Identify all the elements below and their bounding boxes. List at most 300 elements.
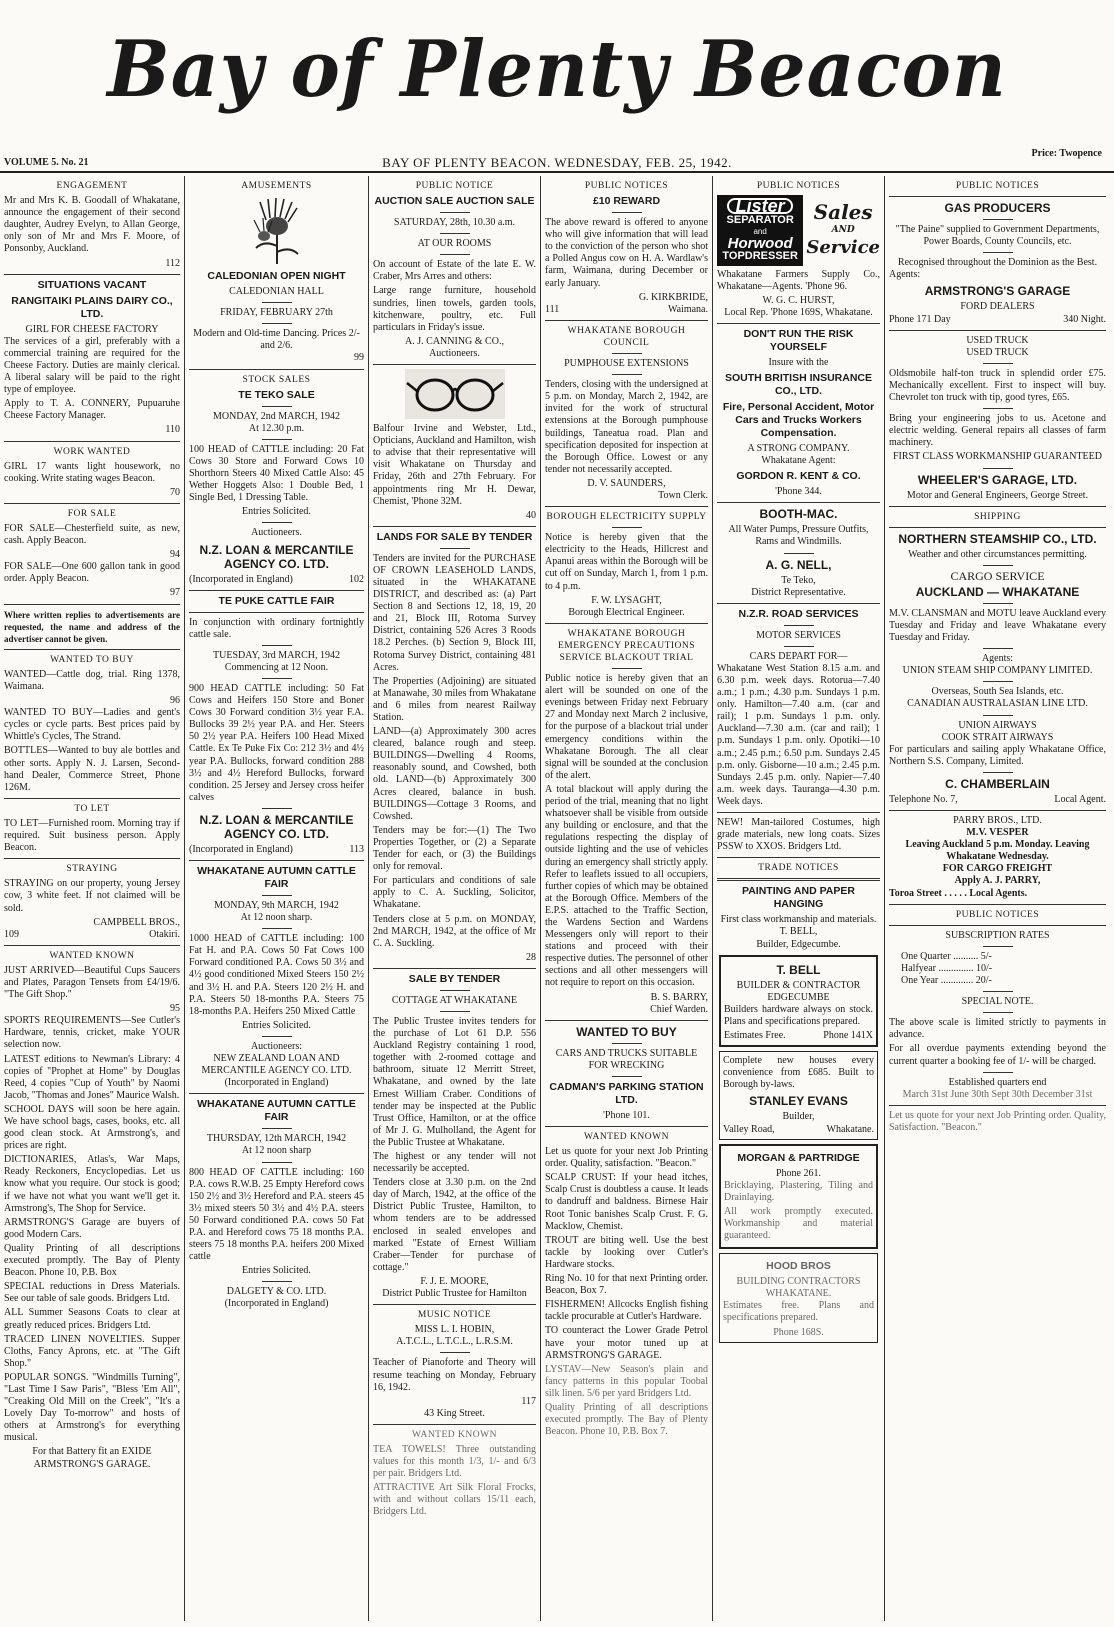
section-heading: TRADE NOTICES [758,863,839,874]
ad-text: SCALP CRUST: If your head itches, Scalp Crust is doubtless a cause. It leads to dandruff and baldness. Birnese Hair Root Tonic banishes Scalp Crust. F. G. Macklow, Chemist. [545,1172,708,1232]
sale-date: TUESDAY, 3rd MARCH, 1942 [213,649,340,661]
signature: CAMPBELL BROS., [93,916,180,928]
sale-title: AUCTION SALE AUCTION SALE [374,195,535,208]
agent-name: GORDON R. KENT & CO. [736,470,861,483]
tender-subject: COTTAGE AT WHAKATANE [391,994,518,1006]
divider [784,646,814,647]
divider [440,254,470,255]
sale-title: WHAKATANE AUTUMN CATTLE FAIR [197,1098,356,1124]
trade-place: Builder, Edgecumbe. [756,938,841,950]
ad-number: 111 [545,303,560,315]
ad-text: TRACED LINEN NOVELTIES. Supper Cloths, Fancy Aprons, etc. at "The Gift Shop." [4,1333,180,1369]
section-heading: STOCK SALES [242,374,311,385]
divider [373,526,536,527]
section-heading: WANTED TO BUY [576,1024,677,1039]
section-heading: LANDS FOR SALE BY TENDER [376,530,533,543]
divider [4,441,180,442]
trade-text: Estimates free. Plans and specifications prepared. [723,1300,874,1324]
sale-list: 800 HEAD OF CATTLE including: 160 P.A. cows R.W.B. 25 Empty Hereford cows 150 2½ and 3½ Hereford and P.A. steers 45 3½ mixed steers 50 3½ and 4½ P.A. steers 50 Forward conditioned P.A. cows 50 Fat P.A. and Hereford cows 75 18 months P.A. steers 75 18 months P.A. heifers 200 Mixed cattle [189,1166,364,1263]
insurance-text: Insure with the [768,356,829,368]
ad-text: SCHOOL DAYS will soon be here again. We have school bags, cases, books, etc. all good clean stock. At Armstrong's, and prices are right. [4,1103,180,1152]
ad-text: ARMSTRONG'S Garage are buyers of good Modern Cars. [4,1216,180,1240]
divider [189,612,364,613]
note-text: Established quarters end [948,1076,1047,1088]
ad-text: "The Paine" supplied to Government Departments, Power Boards, County Councils, etc. [895,224,1100,248]
divider [784,625,814,626]
divider [983,603,1013,604]
company-name: NORTHERN STEAMSHIP CO., LTD. [898,531,1097,546]
divider [983,1012,1013,1013]
ad-text: Let us quote for your next Job Printing order. Quality, satisfaction. "Beacon." [545,1146,708,1170]
notice-text: A total blackout will apply during the period of the trial, meaning that no light whatsoever shall be visible from outside any building or enclosure, and that the regulations respecting the display of outside lighting and the use of vehicles during an emergency shall strictly apply. Refer to leaflets issued to all occupiers, further copies of which may be obtained at the Borough Office. Members of the E.P.S. attached to the Traffic Section, the Wardens Section and Wardens Messengers only will report to their stations and proceed with their respective duties. The personnel of other sections and all other messengers will not require to report on this occasion. [545,783,708,989]
divider [262,928,292,929]
sale-time: At 12 noon sharp [241,1145,312,1157]
divider [4,945,180,946]
service-word: Service [806,237,880,259]
estimates: Estimates Free. [724,1030,786,1042]
section-heading: WHAKATANE BOROUGH COUNCIL [567,325,686,348]
divider [262,678,292,679]
divider [612,212,642,213]
sales-service [806,200,880,259]
rep-role: District Representative. [751,586,846,598]
divider [545,320,708,321]
company-incorporation: (Incorporated in England) [224,1077,329,1089]
insurance-types: Fire, Personal Accident, Motor Cars and Trucks Workers Compensation. [722,401,875,440]
ad-text: TROUT are biting well. Use the best tackle by looking over Cutler's Hardware stocks. [545,1234,708,1270]
section-heading: PUBLIC NOTICES [756,181,841,191]
teacher-name: MISS L. I. HOBIN, [414,1324,495,1336]
signature: D. V. SAUNDERS, [587,477,666,489]
company-name: N.Z. LOAN & MERCANTILE AGENCY CO. LTD. [199,542,354,571]
ad-text: ATTRACTIVE Art Silk Floral Frocks, with and without collars 15/11 each, Bridgers Ltd. [373,1482,536,1518]
section-heading: WHAKATANE BOROUGH EMERGENCY PRECAUTIONS SERVICE BLACKOUT TRIAL [557,628,696,663]
ad-text: DICTIONARIES, Atlas's, War Maps, Ready Reckoners, Encyclopedias. Let us know what you require. Our stock is good; if we have not what you want we'll get it. Armstrong's, The Shop for Service. [4,1154,180,1214]
ad-number: 40 [526,509,536,521]
ad-text: BOTTLES—Wanted to buy ale bottles and other sorts. Apply N. J. Larsen, Second-hand Dealer, Commerce Street, Phone 126M. [4,745,180,793]
note-text: For all overdue payments extending beyond the current quarter a booking fee of 1/- will be charged. [889,1043,1106,1067]
insurance-slogan: A STRONG COMPANY. [747,443,850,455]
section-heading: SHIPPING [974,511,1021,522]
sale-title: WHAKATANE AUTUMN CATTLE FAIR [197,865,356,890]
divider [983,681,1013,682]
column-4 [541,176,712,1621]
sale-date: MONDAY, 2nd MARCH, 1942 [213,410,340,422]
divider [373,364,536,365]
sale-list: 1000 HEAD of CATTLE including: 100 Fat H. and P.A. Cows 50 Fat Cows 100 Forward conditioned P.A. Cows 50 3½ and 4½ good conditioned Mixed Steers 150 2½ and 3½ H. and P.A. Steers 120 2½ H. and P.A. Steers 50 18-months P.A. Steers 75 18-months P.A. Heifers 250 Mixed Cattle [189,933,364,1017]
trade-place: EDGECUMBE [767,991,830,1003]
notice-text: Where written replies to advertisements are requested, the name and address of the advertiser cannot be given. [4,609,180,644]
ad-text: Weather and other circumstances permitting. [908,548,1087,560]
tender-text: For particulars and conditions of sale apply to C. A. Suckling, Solicitor, Whakatane. [373,875,536,911]
divider [189,590,364,591]
divider [983,219,1013,220]
divider [983,648,1013,649]
trade-footer [724,1030,873,1042]
column-3 [369,176,540,1621]
company-name: SOUTH BRITISH INSURANCE CO., LTD. [724,372,872,398]
timetable-label: CARS DEPART FOR— [749,650,848,662]
price: Price: Twopence [1031,148,1102,159]
divider [189,369,364,370]
columns [0,176,1114,1627]
ad-text: FOR CARGO FREIGHT [942,863,1053,875]
divider [784,553,814,554]
auctioneers-label: Auctioneers. [251,527,302,539]
company-name: UNION STEAM SHIP COMPANY LIMITED. [902,665,1093,677]
signature-role: District Public Trustee for Hamilton [382,1288,527,1300]
horwood-brand: Horwood [727,235,793,253]
divider [983,715,1013,716]
sale-note: Entries Solicited. [242,1019,311,1031]
teacher-qualifications: A.T.C.L., L.T.C.L., L.R.S.M. [396,1336,513,1348]
ad-text: SPECIAL reductions in Dress Materials. See our table of sale goods. Bridgers Ltd. [4,1281,180,1305]
column-5 [713,176,884,1621]
ad-text: LYSTAV—New Season's plain and fancy patterns in this popular Toobal silk linen. 5/6 per yard Bridgers Ltd. [545,1363,708,1399]
lister-brand: Lister [727,198,793,214]
divider [545,1020,708,1021]
divider [262,439,292,440]
divider [262,1281,292,1282]
divider [4,503,180,504]
signature-line [4,929,180,941]
sale-list: 900 HEAD CATTLE including: 50 Fat Cows and Heifers 150 Store and Boner Cows 30 Forward condition 3½ year F.A. Bullocks 39 2½ year P.A. and Her. Steers 50 2½ year P.A. Heifers 100 Head Mixed Cattle. Ex Te Puke Fix Co: 212 3½ and 4½ year P.A. Bullocks, forward condition 288 3½ and 4½ Hereford Bullocks, forward condition. 25 Jersey and Jersey cross heifer calves [189,682,364,803]
trade-text: All work promptly executed. Workmanship and material guaranteed. [724,1205,873,1242]
signature: F. J. E. MOORE, [420,1275,489,1287]
company-name: RANGITAIKI PLAINS DAIRY CO., LTD. [11,294,173,320]
ad-number: 94 [170,549,180,561]
sale-text: On account of Estate of the late E. W. Craber, Mrs Arres and others: [373,259,536,283]
ad-number: 99 [354,352,364,364]
section-heading: SITUATIONS VACANT [37,278,147,291]
divider [545,1126,708,1127]
job-title: GIRL FOR CHEESE FACTORY [25,323,159,335]
ad-text: LATEST editions to Newman's Library: 4 copies of "Prophet at Home" by Douglas Reed, 4 copies "Cup of Youth" by Naomi Jacob, "Thomas and Jones" Maurice Walsh. [4,1053,180,1101]
divider [4,604,180,605]
section-heading: WANTED TO BUY [50,654,134,665]
tender-text: Tenders close at 3.30 p.m. on the 2nd day of March, 1942, at the office of the District Public Trustee, Hamilton, to whom tenders are to be addressed enclosed in sealed envelopes and marked "Estate of Ernest William Craber—Tender for purchase of cottage." [373,1177,536,1273]
ad-text: WANTED TO BUY—Ladies and gent's cycles or cycle parts. Best prices paid by Whittle's Cycles, The Strand. [4,707,180,743]
lister-product: SEPARATOR [726,214,794,227]
quarter-dates: March 31st June 30th Sept 30th December 31st [902,1088,1093,1100]
evans-ad [719,1051,878,1139]
lister-and: and [753,227,767,237]
divider [440,233,470,234]
sale-venue: AT OUR ROOMS [417,238,492,250]
section-heading: WANTED KNOWN [584,1132,669,1142]
dateline [0,155,1114,173]
trade-name: T. BELL [776,962,821,977]
section-heading: STRAYING [66,864,118,875]
divider [983,1072,1013,1073]
divider [717,812,880,813]
divider [612,668,642,669]
company-name: UNION AIRWAYS [958,719,1037,731]
divider [262,1128,292,1129]
phone-line [889,794,1106,806]
section-heading: AMUSEMENTS [241,181,312,191]
trade-title: PAINTING AND PAPER HANGING [742,885,855,911]
ad-text: STRAYING on our property, young Jersey cow, 3 white feet. If not claimed will be sold. [4,878,180,914]
trade-name: STANLEY EVANS [749,1094,848,1109]
ad-text: Bring your engineering jobs to us. Acetone and electric welding. General repairs all classes of farm machinery. [889,413,1106,449]
divider [440,1011,470,1012]
sale-time: At 12 noon sharp. [240,912,313,924]
ad-number: 112 [165,257,180,269]
divider [373,968,536,969]
divider [612,374,642,375]
tender-text: The highest or any tender will not necessarily be accepted. [373,1151,536,1175]
and-word: AND [831,225,855,236]
divider [717,502,880,503]
trade-footer [723,1124,874,1136]
ad-text: FOR SALE—Chesterfield suite, as new, cash. Apply Beacon. [4,522,180,547]
ad-headline: USED TRUCK [966,346,1029,358]
divider [889,527,1106,528]
optician-text: Balfour Irvine and Webster, Ltd., Opticians, Auckland and Hamilton, wish to advise that their representative will visit Whakatane on Thursday and Friday, 26th and 27th February. For appointments ring Mr H. Dewar, Chemist, 'Phone 32M. [373,423,536,507]
company-name: COOK STRAIT AIRWAYS [941,731,1054,743]
reward-text: The above reward is offered to anyone who will give information that will lead to the conviction of the person who shot a Polled Angus cow on H. A. Wardlaw's farm, Waimana, during December or early January. [545,217,708,289]
divider [983,946,1013,947]
divider [262,406,292,407]
ad-headline: USED TRUCK [966,334,1029,346]
divider [262,323,292,324]
trade-place: WHAKATANE. [765,1288,832,1300]
ad-text: Overseas, South Sea Islands, etc. [931,686,1064,698]
divider [4,649,180,650]
divider [983,565,1013,566]
divider [262,522,292,523]
ad-number: 113 [349,843,364,855]
sale-title: TE TEKO SALE [238,388,315,401]
ad-text: M.V. CLANSMAN and MOTU leave Auckland every Tuesday and Friday and leave Whakatane every Tuesday and Friday. [889,607,1106,644]
divider [983,468,1013,469]
ad-text: SPORTS REQUIREMENTS—See Cutler's Hardware, tennis, cricket, make YOUR selection now. [4,1015,180,1051]
trade-role: BUILDER & CONTRACTOR [736,979,861,991]
divider [889,196,1106,197]
trade-name: T. BELL, [779,926,818,938]
sale-note: Entries Solicited. [242,1265,311,1277]
auctioneers-label: Auctioneers: [250,1040,303,1052]
ad-text: GIRL 17 wants light housework, no cooking. Write stating wages Beacon. [4,460,180,484]
section-heading: MUSIC NOTICE [417,1310,492,1321]
ad-text: TEA TOWELS! Three outstanding values for this month 1/3, 1/- and 6/3 per pair. Bridgers Ltd. [373,1443,536,1480]
sale-date: SATURDAY, 28th, 10.30 a.m. [393,217,516,229]
divider [189,860,364,861]
agents-label: Agents: [889,269,921,281]
ad-text: Oldsmobile half-ton truck in splendid order £75. Mechanically excellent. First to inspect will buy. Chevrolet ton truck with tip, good tyres, £65. [889,367,1106,404]
company-role: FORD DEALERS [960,301,1035,313]
ad-text: TO counteract the Lower Grade Petrol have your motor tuned up at ARMSTRONG'S GARAGE. [545,1325,708,1361]
company-incorporation: (Incorporated in England) [224,1298,329,1310]
ad-text: TO LET—Furnished room. Morning tray if required. Suit business person. Apply Beacon. [4,817,180,854]
notice-text: Tenders, closing with the undersigned at 5 p.m. on Monday, March 2, 1942, are invited for the work of structural extensions at the Borough pumphouse buildings, Taneatua road. Plan and specification deposited for inspection at the Borough Office. Lowest or any tender not necessarily accepted. [545,379,708,475]
company-name: CANADIAN AUSTRALASIAN LINE LTD. [907,698,1088,710]
trade-text: Builders hardware always on stock. Plans and specifications prepared. [724,1003,873,1027]
newspaper-title: Bay of Plenty Beacon [107,24,1007,116]
lister-ad [717,195,880,265]
divider [717,857,880,858]
vessel-name: M.V. VESPER [966,827,1029,839]
bell-ad [719,955,878,1047]
divider [262,808,292,809]
column-2 [185,176,368,1621]
section-heading: BOROUGH ELECTRICITY SUPPLY [546,512,707,523]
place: Whakatane. [826,1123,874,1135]
section-heading: WANTED KNOWN [49,950,135,961]
service-title: CARGO SERVICE [950,568,1045,583]
section-heading: ENGAGEMENT [56,181,128,191]
signature-line [545,304,708,316]
column-6 [885,176,1114,1621]
column-1 [0,176,184,1621]
notice-text: Notice is hereby given that the electricity to the Heads, Hillcrest and Apanui areas within the Borough will be cut off on Sunday, March 1, from 1 p.m. to 4 p.m. [545,532,708,592]
company-role: Motor and General Engineers, George Street. [906,489,1089,501]
divider [717,603,880,604]
section-heading: SALE BY TENDER [408,972,501,985]
divider [262,302,292,303]
notice-text: Public notice is hereby given that an alert will be sounded on one of the evenings between Friday next February 27 and Monday next March 2 inclusive, for the purpose of a blackout trial under emergency conditions within the Whakatane Borough. The all clear signal will be sounded at the conclusion of the alert. [545,673,708,781]
tender-text: Tenders close at 5 p.m. on MONDAY, 2nd MARCH, 1942, at the office of Mr C. A. Suckling. [373,913,536,949]
divider [545,623,708,624]
company-name: ARMSTRONG'S GARAGE [924,284,1071,299]
company-incorporation: (Incorporated in England) [189,843,293,855]
service-subtitle: MOTOR SERVICES [756,629,841,641]
divider [440,548,470,549]
divider [983,252,1013,253]
sale-note: Entries Solicited. [242,506,311,518]
signature: G. KIRKBRIDE, [638,291,708,303]
ad-number: 117 [521,1395,536,1407]
job-text: The services of a girl, preferably with a commercial training are required for the Cheese Factory. Duties are mainly clerical. A liberal salary will be paid to the right type of employee. [4,335,180,396]
event-title: CALEDONIAN OPEN NIGHT [207,270,346,283]
agent-role: Local Agent. [1054,793,1106,805]
rep-phone: Local Rep. 'Phone 169S, Whakatane. [724,306,873,318]
divider [889,330,1106,331]
divider [612,1043,642,1044]
trade-role: BUILDING CONTRACTORS [736,1276,861,1288]
spectacles-icon [405,369,505,419]
sale-date: THURSDAY, 12th MARCH, 1942 [206,1133,347,1145]
trade-role: Builder, [782,1111,815,1123]
masthead [0,0,1114,140]
divider [373,1304,536,1305]
sales-word: Sales [813,200,873,225]
tender-text: The Properties (Adjoining) are situated at Manawahe, 30 miles from Whakatane and 6 miles from nearest Railway Station. [373,675,536,723]
divider [545,506,708,507]
phone: Telephone No. 7, [889,793,958,805]
section-heading: FOR SALE [67,508,117,519]
section-heading: PUBLIC NOTICES [955,181,1040,191]
sale-date: MONDAY, 9th MARCH, 1942 [214,900,339,911]
section-heading: TO LET [74,803,110,814]
agent-label: Whakatane Agent: [761,455,836,467]
divider [717,323,880,324]
ad-text: FISHERMEN! Allcocks English fishing tackle procurable at Cutler's Hardware. [545,1299,708,1323]
company-name: WHEELER'S GARAGE, LTD. [917,472,1078,487]
company-name: PARRY BROS., LTD. [953,815,1042,826]
rep-name: A. G. NELL, [765,557,832,572]
signature: F. W. LYSAGHT, [591,594,662,606]
divider [889,1105,1106,1106]
divider [983,408,1013,409]
tender-text: Tenders may be for:—(1) The Two Properties Together, or (2) a Separate Tender for each, or (3) the Buildings only for removal. [373,824,536,873]
divider [4,274,180,275]
ad-text: FOR SALE—One 600 gallon tank in good order. Apply Beacon. [4,561,180,585]
address: Valley Road, [723,1123,775,1135]
phone: Phone 141X [823,1030,873,1042]
divider [983,363,1013,364]
divider [889,810,1106,811]
company-name: CADMAN'S PARKING STATION LTD. [549,1080,704,1106]
section-heading: WANTED KNOWN [412,1429,497,1440]
ad-text: All Water Pumps, Pressure Outfits, Rams and Windmills. [728,524,869,548]
ad-number: 97 [170,587,180,599]
company-line [189,844,364,856]
ad-text: NEW! Man-tailored Costumes, high grade materials, new long coats. Sizes PSSW to XXOS. Bridgers Ltd. [717,817,880,853]
divider [717,878,880,881]
trade-text: Bricklaying, Plastering, Tiling and Drainlaying. [724,1179,873,1203]
job-apply: Apply to T. A. CONNERY, Pupuaruhe Cheese Factory Manager. [4,398,180,422]
ad-text: For that Battery fit an EXIDE ARMSTRONG'S GARAGE. [32,1446,152,1470]
company-name: N.Z. LOAN & MERCANTILE AGENCY CO. LTD. [199,812,354,841]
company-line [189,574,364,586]
divider [4,858,180,859]
phone: 'Phone 101. [603,1109,650,1121]
section-heading: WORK WANTED [53,446,131,457]
sale-time: Commencing at 12 Noon. [224,661,329,673]
ad-text: Ring No. 10 for that next Printing order. Beacon, Box 7. [545,1273,708,1297]
ad-text: CARS AND TRUCKS SUITABLE FOR WRECKING [555,1047,698,1071]
signature-role: Town Clerk. [658,489,708,501]
agent-address: Toroa Street . . . . . Local Agents. [889,887,1028,899]
service-route: AUCKLAND — WHAKATANE [915,584,1080,599]
divider [373,1424,536,1425]
rep-name: W. G. C. HURST, [762,294,835,306]
company-name: NEW ZEALAND LOAN AND MERCANTILE AGENCY CO. LTD. [201,1053,352,1077]
ad-text: FIRST CLASS WORKMANSHIP GUARANTEED [892,451,1102,463]
ad-number: 95 [170,1003,180,1015]
section-heading: PUBLIC NOTICE [415,181,494,191]
ad-text: POPULAR SONGS. "Windmills Turning", "Last Time I Saw Paris", "Bless 'Em All", "Creaking Old Mill on the Creek", "It's a Lovely Day To-morrow" and hosts of others at Armstrong's for everything musical. [4,1371,180,1444]
divider [262,895,292,896]
divider [889,506,1106,507]
divider [440,990,470,991]
company-name: BOOTH-MAC. [759,507,838,522]
horwood-product: TOPDRESSER [722,250,798,263]
section-heading: N.Z.R. ROAD SERVICES [738,607,859,620]
ad-text: Quality Printing of all descriptions executed promptly. The Bay of Plenty Beacon. Phone 10, P.B. Box 7. [545,1401,708,1438]
phone: Phone 168S. [773,1326,824,1338]
ad-text: JUST ARRIVED—Beautiful Cups Saucers and Plates, Paragon Tensets from £4/19/6. "The Gift Shop." [4,964,180,1001]
trade-name: MORGAN & PARTRIDGE [737,1151,860,1164]
divider [889,904,1106,905]
section-heading: PUBLIC NOTICES [955,909,1040,920]
event-venue: CALEDONIAN HALL [229,286,324,298]
rate-year: One Year ............. 20/- [901,975,992,987]
signature: A. J. CANNING & CO., [405,335,504,347]
company-name: DALGETY & CO. LTD. [226,1286,327,1298]
notice-subject: PUMPHOUSE EXTENSIONS [564,358,689,370]
phone: 'Phone 344. [775,486,822,498]
ad-number: 96 [170,695,180,707]
ad-number: 102 [349,573,364,585]
note-text: The above scale is limited strictly to payments in advance. [889,1017,1106,1041]
address: 43 King Street. [424,1407,485,1419]
phone-night: 340 Night. [1063,313,1106,325]
rate-quarter: One Quarter .......... 5/- [901,950,992,962]
ad-text: Recognised throughout the Dominion as the Best. [897,257,1098,269]
